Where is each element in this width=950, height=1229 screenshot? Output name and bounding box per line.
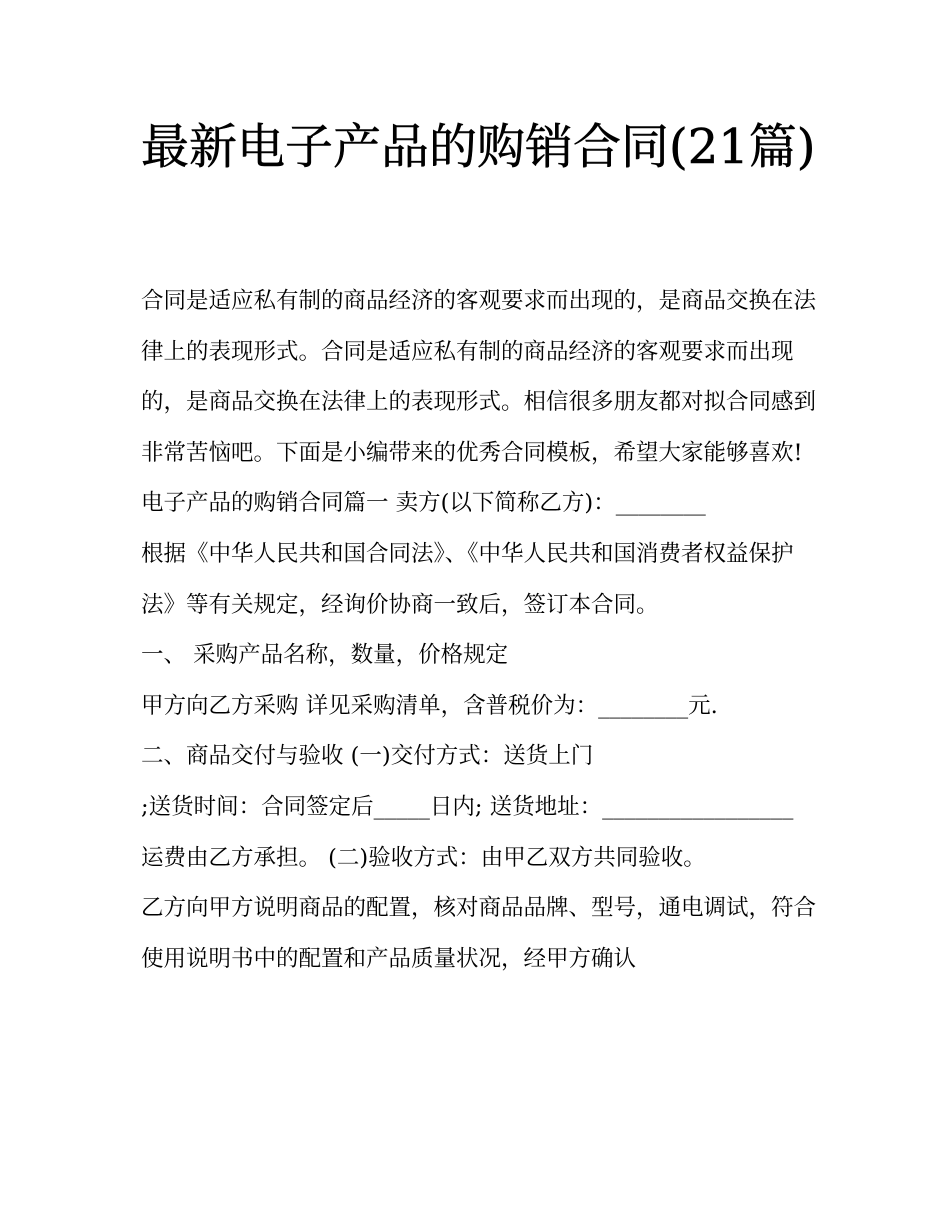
purchase-price-line: 甲方向乙方采购 详见采购清单，含普税价为：________元. bbox=[141, 692, 718, 719]
section-two-heading: 二、商品交付与验收 (一)交付方式：送货上门 bbox=[141, 743, 594, 770]
intro-paragraph: 合同是适应私有制的商品经济的客观要求而出现的，是商品交换在法律上的表现形式。合同是适应私有制的商品经济的客观要求而出现的，是商品交换在法律上的表现形式。相信很多朋友都对拟合同感到非常苦恼吧。下面是小编带来的优秀合同模板，希望大家能够喜欢! bbox=[141, 288, 817, 466]
document-title: 最新电子产品的购销合同(21篇) bbox=[141, 119, 816, 175]
document-body bbox=[141, 276, 821, 984]
seller-line: 电子产品的购销合同篇一 卖方(以下简称乙方)：________ bbox=[141, 490, 706, 517]
delivery-paragraph: ;送货时间：合同签定后_____日内; 送货地址：_________________ 运费由乙方承担。 (二)验收方式：由甲乙双方共同验收。 bbox=[141, 793, 794, 871]
legal-basis-paragraph: 根据《中华人民共和国合同法》、《中华人民共和国消费者权益保护法》等有关规定，经询价协商一致后，签订本合同。 bbox=[141, 540, 794, 618]
inspection-paragraph: 乙方向甲方说明商品的配置，核对商品品牌、型号，通电调试，符合使用说明书中的配置和产品质量状况，经甲方确认 bbox=[141, 895, 817, 972]
section-one-heading: 一、 采购产品名称，数量，价格规定 bbox=[141, 642, 509, 669]
